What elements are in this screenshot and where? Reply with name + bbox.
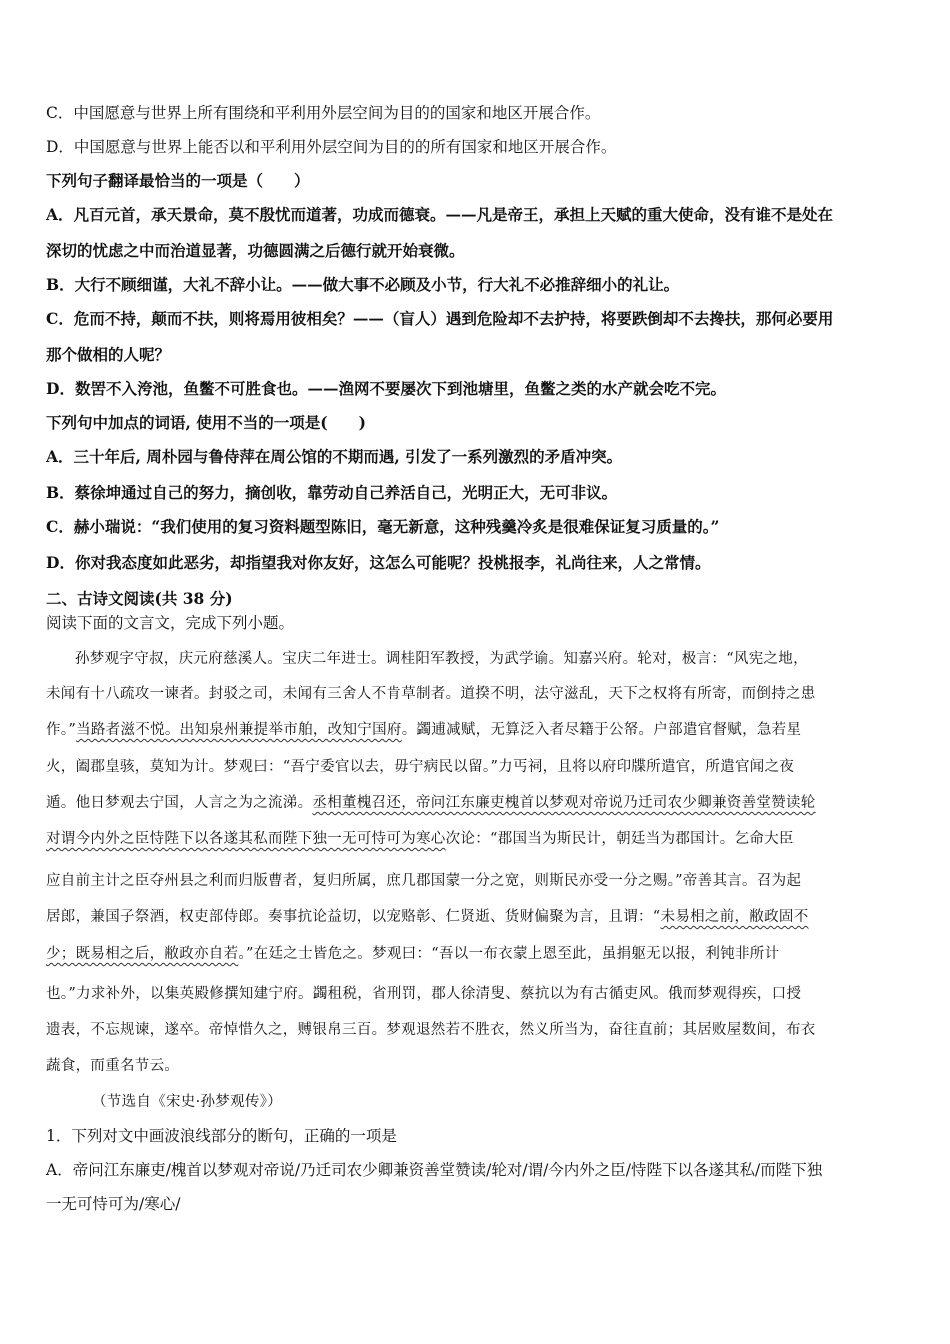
translation-option-d: D．数罟不入洿池，鱼鳖不可胜食也。——渔网不要屡次下到池塘里，鱼鳖之类的水产就会吃不完。 (46, 379, 726, 398)
passage-line-4: 火，阖郡皇骇，莫知为计。梦观曰：“吾宁委官以去，毋宁病民以留。”力丐祠，且将以府印牒所遣官，所遣官闻之夜 (46, 759, 795, 775)
passage-line-3-start: 作。” (46, 722, 77, 738)
passage-line-3 (46, 720, 908, 740)
section-heading: 二、古诗文阅读(共 38 分) (46, 589, 233, 608)
passage-line-3-end: 。蠲逋减赋，无算泛入者尽籍于公帑。户部遣官督赋，急若星 (401, 722, 802, 738)
passage-line-8-start: 居郎，兼国子祭酒，权吏部侍郎。奏事抗论益切，以宠赂彰、仁贤逝、货财偏聚为言，且谓：“ (46, 909, 661, 925)
passage-source: （节选自《宋史·孙梦观传》） (92, 1094, 283, 1110)
translation-option-b: B．大行不顾细谨，大礼不辞小让。——做大事不必顾及小节，行大礼不必推辞细小的礼让。 (46, 275, 680, 294)
section-instruction: 阅读下面的文言文，完成下列小题。 (46, 614, 295, 632)
passage-line-8 (46, 907, 908, 927)
question-1-prompt: 1．下列对文中画波浪线部分的断句，正确的一项是 (46, 1127, 397, 1145)
question-1-option-a-line2: 一无可恃可为/寒心/ (46, 1195, 181, 1213)
passage-line-9-end: 。”在廷之士皆危之。梦观曰：“吾以一布衣蒙上恩至此，虽捐躯无以报，利钝非所计 (238, 946, 780, 962)
question-dotted-prompt: 下列句中加点的词语, 使用不当的一项是( ) (46, 413, 366, 432)
passage-line-6 (46, 829, 908, 849)
passage-line-2: 未闻有十八疏攻一谏者。封驳之司，未闻有三舍人不肯草制者。道揆不明，法守滋乱，天下之权将有所寄，而倒持之患 (46, 686, 816, 702)
passage-line-5 (46, 793, 908, 813)
dotted-option-b: B．蔡徐坤通过自己的努力，摘创收，靠劳动自己养活自己，光明正大，无可非议。 (46, 483, 618, 502)
question-1-option-a-line1: A．帝问江东廉吏/槐首以梦观对帝说/乃迁司农少卿兼资善堂赞读/轮对/谓/今内外之臣/恃陛下以各遂其私/而陛下独 (46, 1161, 823, 1179)
translation-option-a-line2: 深切的忧虑之中而治道显著，功德圆满之后德行就开始衰微。 (46, 241, 465, 260)
dotted-option-d: D．你对我态度如此恶劣，却指望我对你友好，这怎么可能呢？投桃报李，礼尚往来，人之常情。 (46, 553, 711, 572)
translation-option-c-line2: 那个做相的人呢？ (46, 345, 171, 364)
wavy-underline-segment: 未易相之前，敝政固不 (660, 909, 809, 925)
passage-line-10: 也。”力求补外，以集英殿修撰知建宁府。蠲租税，省刑罚，郡人徐清叟、蔡抗以为有古循吏风。俄而梦观得疾，口授 (46, 986, 802, 1002)
passage-line-5-start: 遁。他日梦观去宁国，人言之为之流涕。 (46, 795, 313, 811)
translation-option-c-line1: C．危而不持，颠而不扶，则将焉用彼相矣？——（盲人）遇到危险却不去护持，将要跌倒却不去搀扶，那何必要用 (46, 309, 834, 328)
option-d-prev: D．中国愿意与世界上能否以和平利用外层空间为目的的所有国家和地区开展合作。 (46, 138, 617, 156)
passage-line-6-end: 次论：“郡国当为斯民计，朝廷当为郡国计。乞命大臣 (445, 831, 794, 847)
passage-line-11: 遗表，不忘规谏，遂卒。帝悼惜久之，赙银帛三百。梦观退然若不胜衣，然义所当为，奋往直前；其居败屋数间，布衣 (46, 1022, 816, 1038)
translation-option-a-line1: A．凡百元首，承天景命，莫不殷忧而道著，功成而德衰。——凡是帝王，承担上天赋的重大使命，没有谁不是处在 (46, 205, 834, 224)
wavy-underline-segment: 少；既易相之后，敝政亦自若 (46, 946, 239, 962)
passage-line-1: 孙梦观字守叔，庆元府慈溪人。宝庆二年进士。调桂阳军教授，为武学谕。知嘉兴府。轮对，极言：“风宪之地， (75, 651, 808, 667)
passage-line-9 (46, 944, 908, 964)
wavy-underline-segment: 对谓今内外之臣恃陛下以各遂其私而陛下独一无可恃可为寒心 (46, 831, 446, 847)
dotted-option-c: C．赫小瑞说：“我们使用的复习资料题型陈旧，毫无新意，这种残羹冷炙是很难保证复习质量的。” (46, 517, 720, 536)
dotted-option-a: A．三十年后, 周朴园与鲁侍萍在周公馆的不期而遇, 引发了一系列激烈的矛盾冲突。 (46, 447, 623, 466)
option-c-prev: C．中国愿意与世界上所有围绕和平利用外层空间为目的的国家和地区开展合作。 (46, 104, 601, 122)
wavy-underline-segment: 丞相董槐召还，帝问江东廉吏槐首以梦观对帝说乃迁司农少卿兼资善堂赞读轮 (312, 795, 816, 811)
wavy-underline-segment: 当路者滋不悦。出知泉州兼提举市舶，改知宁国府 (76, 722, 402, 738)
passage-line-12: 蔬食，而重名节云。 (46, 1058, 180, 1074)
question-translation-prompt: 下列句子翻译最恰当的一项是（ ） (46, 171, 310, 190)
passage-line-7: 应自前主计之臣夺州县之利而归版曹者，复归所属，庶几郡国蒙一分之宽，则斯民亦受一分之赐。”帝善其言。召为起 (46, 873, 802, 889)
